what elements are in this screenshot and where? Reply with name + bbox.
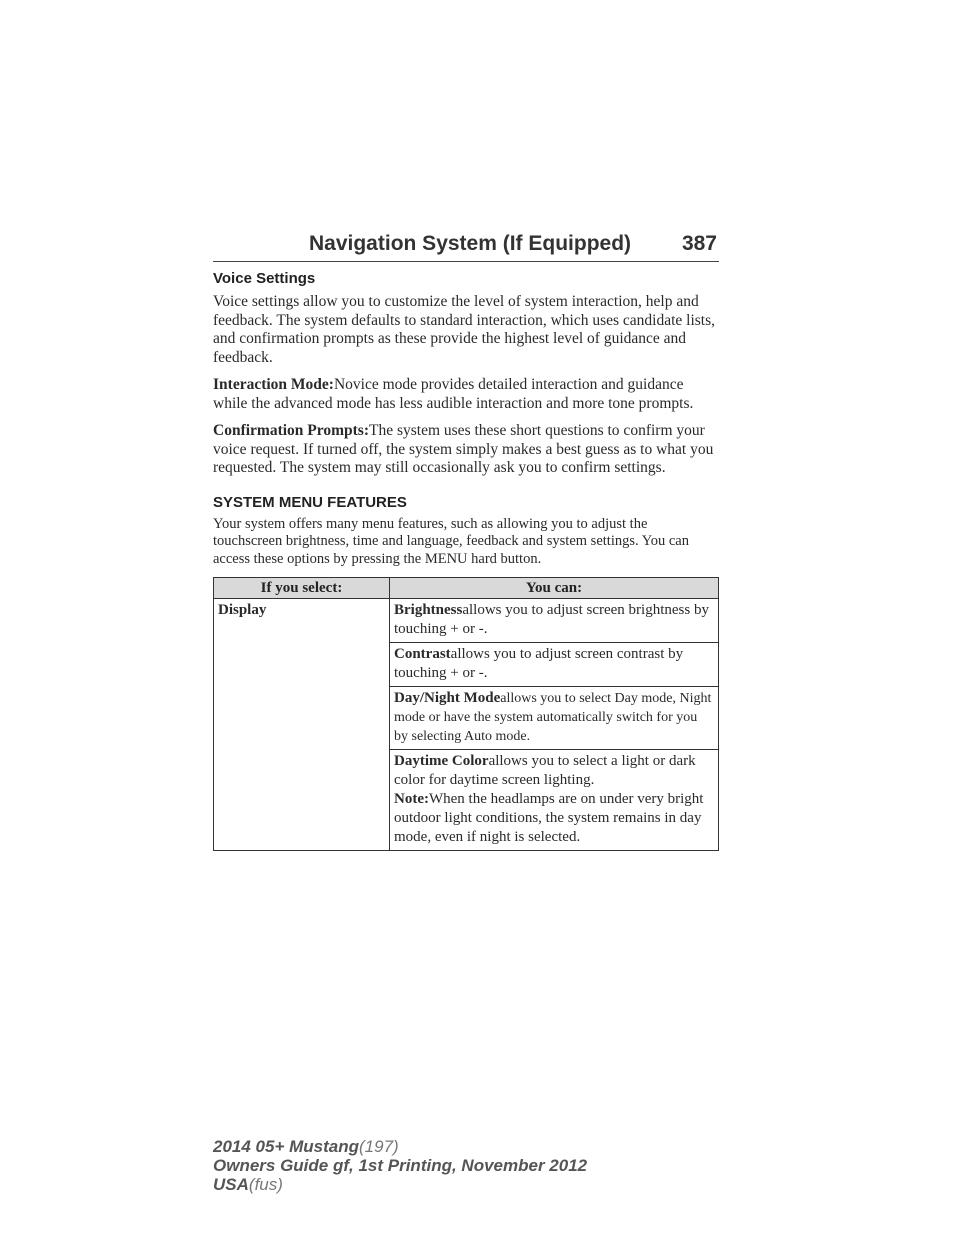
interaction-mode-label: Interaction Mode: (213, 376, 334, 393)
brightness-cell (390, 599, 719, 643)
page-footer (213, 1137, 587, 1194)
day-night-cell (390, 687, 719, 750)
table-header-row (214, 578, 719, 599)
col-header-select: If you select: (214, 578, 390, 599)
system-menu-intro: Your system offers many menu features, such as allowing you to adjust the touchscreen brightness, time and language, feedback and system settings. You can access these options by pressing the MENU hard button. (213, 515, 689, 567)
confirmation-prompts-text: The system uses these short questions to confirm your voice request. If turned off, the system simply makes a best guess as to what you requested. The system may still occasionally ask you to confirm settings. (213, 422, 714, 476)
daytime-color-text: allows you to select a light or dark color for daytime screen lighting. (394, 753, 696, 788)
contrast-cell (390, 643, 719, 687)
contrast-label: Contrast (394, 646, 451, 662)
daytime-color-cell (390, 750, 719, 851)
menu-options-table (213, 577, 719, 851)
brightness-label: Brightness (394, 602, 463, 618)
page-number: 387 (681, 232, 717, 255)
footer-model: 2014 05+ Mustang (213, 1137, 359, 1156)
contrast-text: allows you to adjust screen contrast by touching + or -. (394, 646, 684, 681)
system-menu-heading: SYSTEM MENU FEATURES (213, 493, 407, 511)
day-night-label: Day/Night Mode (394, 690, 501, 706)
voice-settings-intro: Voice settings allow you to customize the level of system interaction, help and feedback. The system defaults to standard interaction, which uses candidate lists, and confirmation prompts as these provide the highest level of guidance and feedback. (213, 293, 716, 366)
brightness-text: allows you to adjust screen brightness by touching + or -. (394, 602, 709, 637)
confirmation-prompts-label: Confirmation Prompts: (213, 422, 369, 439)
day-night-text: allows you to select Day mode, Night mode or have the system automatically switch for you by selecting Auto mode. (394, 691, 712, 744)
note-text: When the headlamps are on under very bright outdoor light conditions, the system remains in day mode, even if night is selected. (394, 791, 704, 845)
section-title: Navigation System (If Equipped) (309, 232, 632, 255)
confirmation-prompts-paragraph (213, 422, 719, 478)
footer-market: USA (213, 1175, 249, 1194)
interaction-mode-text: Novice mode provides detailed interaction and guidance while the advanced mode has less audible interaction and more tone prompts. (213, 376, 694, 412)
table-row (214, 599, 719, 643)
interaction-mode-paragraph (213, 376, 719, 413)
footer-model-code: (197) (359, 1137, 399, 1156)
page-header (213, 224, 719, 262)
note-label: Note: (394, 791, 429, 807)
footer-line-2: Owners Guide gf, 1st Printing, November 2012 (213, 1156, 588, 1175)
daytime-color-label: Daytime Color (394, 753, 489, 769)
daytime-color-note (394, 790, 714, 847)
voice-settings-heading: Voice Settings (213, 270, 316, 287)
display-cell: Display (214, 599, 390, 851)
page-content (213, 268, 719, 851)
col-header-can: You can: (390, 578, 719, 599)
footer-market-code: (fus) (248, 1175, 283, 1194)
footer-line-1 (213, 1137, 587, 1156)
footer-line-3 (213, 1175, 587, 1194)
